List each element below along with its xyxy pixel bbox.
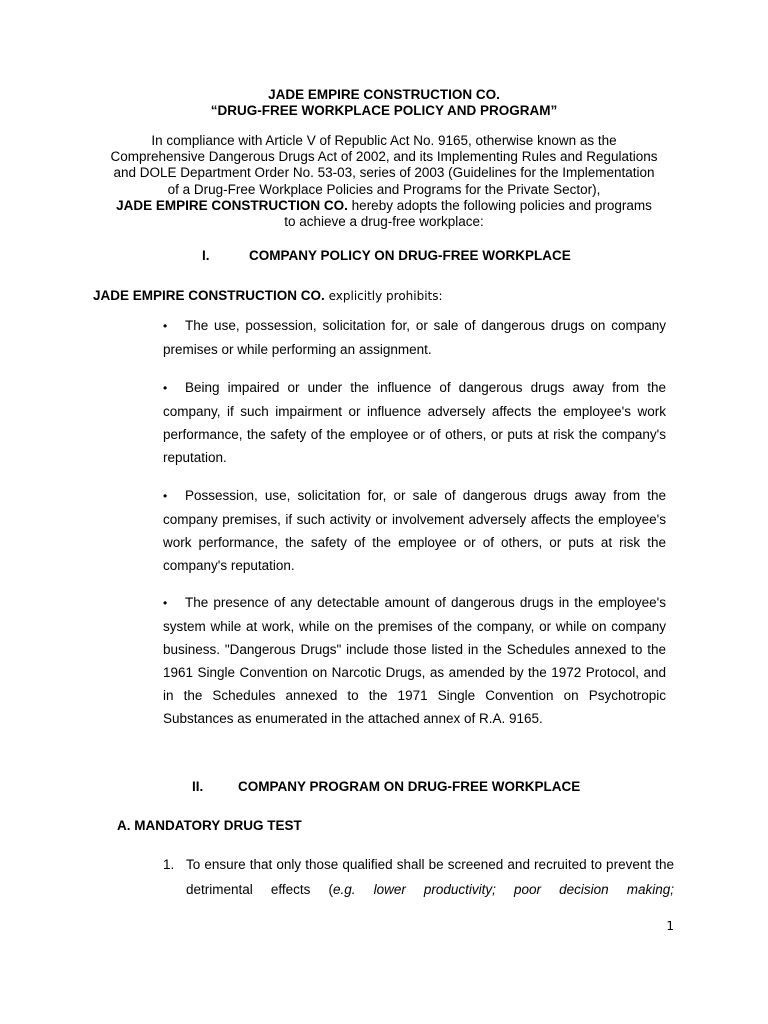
intro-line: to achieve a drug-free workplace:	[284, 214, 484, 230]
list-item	[163, 484, 666, 577]
bullet-icon: •	[163, 381, 168, 395]
intro-company-name: JADE EMPIRE CONSTRUCTION CO.	[116, 197, 348, 213]
prohibitions-lead	[93, 287, 443, 305]
list-item	[163, 376, 666, 469]
section-number: II.	[192, 779, 204, 794]
intro-line: of a Drug-Free Workplace Policies and Programs for the Private Sector),	[167, 181, 601, 197]
intro-line: Comprehensive Dangerous Drugs Act of 2002, and its Implementing Rules and Regulations	[110, 149, 658, 165]
list-item	[163, 314, 666, 361]
intro-line	[88, 198, 680, 214]
intro-line: and DOLE Department Order No. 53-03, series of 2003 (Guidelines for the Implementation	[113, 165, 655, 181]
subsection-heading: A. MANDATORY DRUG TEST	[117, 818, 302, 833]
list-item-text: The use, possession, solicitation for, or sale of dangerous drugs on company premises or while performing an assignment.	[163, 318, 666, 357]
list-item-text: The presence of any detectable amount of dangerous drugs in the employee's system while at work, while on the premises of the company, or while on company business. "Dangerous Drugs" include those listed in the Schedules annexed to the 1961 Single Convention on Narcotic Drugs, as amended by the 1972 Protocol, and in the Schedules annexed to the 1971 Single Convention on Psychotropic Substances as enumerated in the attached annex of R.A. 9165.	[163, 595, 666, 726]
bullet-icon: •	[163, 489, 168, 503]
item-text-line: To ensure that only those qualified shall be screened and recruited to prevent	[186, 857, 652, 872]
list-item	[163, 591, 666, 730]
intro-paragraph	[88, 133, 680, 230]
numbered-item	[163, 852, 674, 902]
page-number: 1	[666, 919, 674, 933]
bullet-icon: •	[163, 596, 168, 610]
company-heading: JADE EMPIRE CONSTRUCTION CO.	[268, 87, 500, 102]
section-number: I.	[202, 248, 210, 263]
section-title: COMPANY PROGRAM ON DRUG-FREE WORKPLACE	[238, 779, 581, 794]
list-item-text: Possession, use, solicitation for, or sale of dangerous drugs away from the company premises, if such activity or involvement adversely affects the employee's work performance, the safety of the employee or of others, or puts at risk the company's reputation.	[163, 488, 666, 573]
document-title: “DRUG-FREE WORKPLACE POLICY AND PROGRAM”	[210, 103, 558, 118]
section-title: COMPANY POLICY ON DRUG-FREE WORKPLACE	[249, 248, 571, 263]
item-text-italic: e.g. lower productivity; poor decision making;	[332, 882, 674, 897]
bullet-icon: •	[163, 319, 168, 333]
item-text-line: the detrimental effects (	[186, 857, 674, 897]
intro-line-rest: hereby adopts the following policies and programs	[347, 197, 652, 213]
item-number: 1.	[163, 857, 175, 872]
list-item-text: Being impaired or under the influence of dangerous drugs away from the company, if such impairment or influence adversely affects the employee's work performance, the safety of the employee or of others, or puts at risk the company's reputation.	[163, 380, 666, 465]
lead-company-name: JADE EMPIRE CONSTRUCTION CO.	[93, 288, 325, 303]
item-text	[186, 852, 674, 902]
intro-line: In compliance with Article V of Republic Act No. 9165, otherwise known as the	[151, 133, 617, 148]
lead-text: explicitly prohibits:	[324, 289, 443, 303]
